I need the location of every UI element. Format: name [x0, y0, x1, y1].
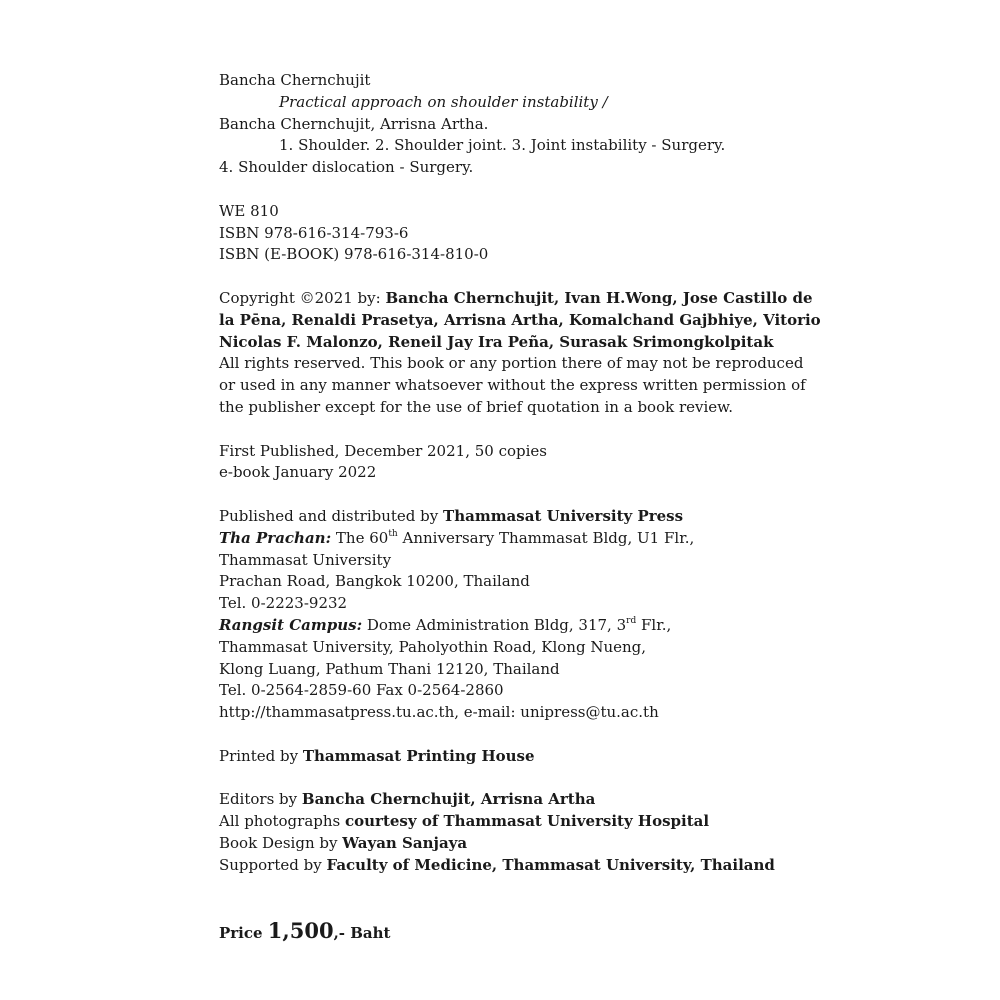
rangsit-address-a: Dome Administration Bldg, 317, 3	[366, 615, 627, 634]
editors-prefix: Editors by	[219, 790, 298, 809]
design-line	[219, 833, 819, 855]
tha-prachan-line-2: Thammasat University	[219, 550, 392, 569]
support-prefix: Supported by	[219, 855, 322, 874]
editors-names: Bancha Chernchujit, Arrisna Artha	[301, 790, 596, 809]
rights-line-2: or used in any manner whatsoever without the express written permission of	[219, 376, 806, 395]
price-line	[219, 920, 819, 945]
author-line: Bancha Chernchujit	[219, 71, 371, 89]
tha-prachan-line-3: Prachan Road, Bangkok 10200, Thailand	[219, 572, 530, 591]
rangsit-line-3: Klong Luang, Pathum Thani 12120, Thailand	[219, 659, 560, 678]
photos-line	[219, 811, 819, 833]
publisher-prefix: Published and distributed by	[219, 506, 439, 525]
isbn: ISBN 978-616-314-793-6	[219, 223, 409, 242]
authors-line: Bancha Chernchujit, Arrisna Artha.	[219, 114, 489, 133]
editors-line	[219, 789, 819, 811]
photos-credit: courtesy of Thammasat University Hospital	[345, 812, 710, 831]
tha-prachan-tel: Tel. 0-2223-9232	[219, 594, 348, 613]
ebook-edition: e-book January 2022	[219, 463, 377, 482]
support-line	[219, 855, 819, 877]
tha-prachan-address-b: Anniversary Thammasat Bldg, U1 Flr.,	[402, 528, 695, 547]
tha-prachan-label: Tha Prachan:	[219, 528, 332, 547]
first-published: First Published, December 2021, 50 copies	[219, 441, 547, 460]
rangsit-line-2: Thammasat University, Paholyothin Road, Klong Nueng,	[219, 637, 647, 656]
price-prefix: Price	[219, 924, 263, 943]
rights-line-3: the publisher except for the use of brief quotation in a book review.	[219, 397, 733, 416]
rangsit-label: Rangsit Campus:	[219, 615, 363, 634]
design-prefix: Book Design by	[219, 833, 338, 852]
printer-line	[219, 746, 819, 768]
subjects-line-1: 1. Shoulder. 2. Shoulder joint. 3. Joint instability - Surgery.	[279, 136, 726, 155]
copyright-holders-2: la Pēna, Renaldi Prasetya, Arrisna Artha, Komalchand Gajbhiye, Vitorio	[219, 310, 821, 329]
publisher-line	[219, 506, 819, 528]
support-credit: Faculty of Medicine, Thammasat University, Thailand	[326, 855, 775, 874]
rights-line-1: All rights reserved. This book or any portion there of may not be reproduced	[219, 354, 804, 373]
price-amount: 1,500	[267, 918, 334, 944]
copyright-page	[219, 70, 819, 945]
photos-prefix: All photographs	[219, 812, 341, 831]
subjects-line-2: 4. Shoulder dislocation - Surgery.	[219, 158, 474, 177]
rangsit-tel: Tel. 0-2564-2859-60 Fax 0-2564-2860	[219, 681, 504, 700]
copyright-prefix: Copyright ©2021 by:	[219, 288, 381, 307]
publisher-name: Thammasat University Press	[443, 506, 684, 525]
printer-name: Thammasat Printing House	[302, 746, 535, 765]
classification: WE 810	[219, 201, 279, 220]
tha-prachan-address-a: The 60	[335, 528, 389, 547]
tha-prachan-sup: th	[388, 528, 398, 539]
copyright-holders-3: Nicolas F. Malonzo, Reneil Jay Ira Peña, Surasak Srimongkolpitak	[219, 332, 774, 351]
rangsit-line-1	[219, 615, 819, 637]
publisher-web: http://thammasatpress.tu.ac.th, e-mail: unipress@tu.ac.th	[219, 703, 659, 722]
copyright-line-1	[219, 288, 819, 310]
book-title: Practical approach on shoulder instability /	[279, 92, 608, 111]
rangsit-address-b: Flr.,	[641, 615, 672, 634]
isbn-ebook: ISBN (E-BOOK) 978-616-314-810-0	[219, 245, 489, 264]
copyright-holders-1: Bancha Chernchujit, Ivan H.Wong, Jose Castillo de	[385, 288, 813, 307]
rangsit-sup: rd	[626, 615, 637, 626]
printer-prefix: Printed by	[219, 746, 299, 765]
design-credit: Wayan Sanjaya	[342, 833, 468, 852]
tha-prachan-line-1	[219, 528, 819, 550]
price-suffix: ,- Baht	[333, 924, 391, 943]
